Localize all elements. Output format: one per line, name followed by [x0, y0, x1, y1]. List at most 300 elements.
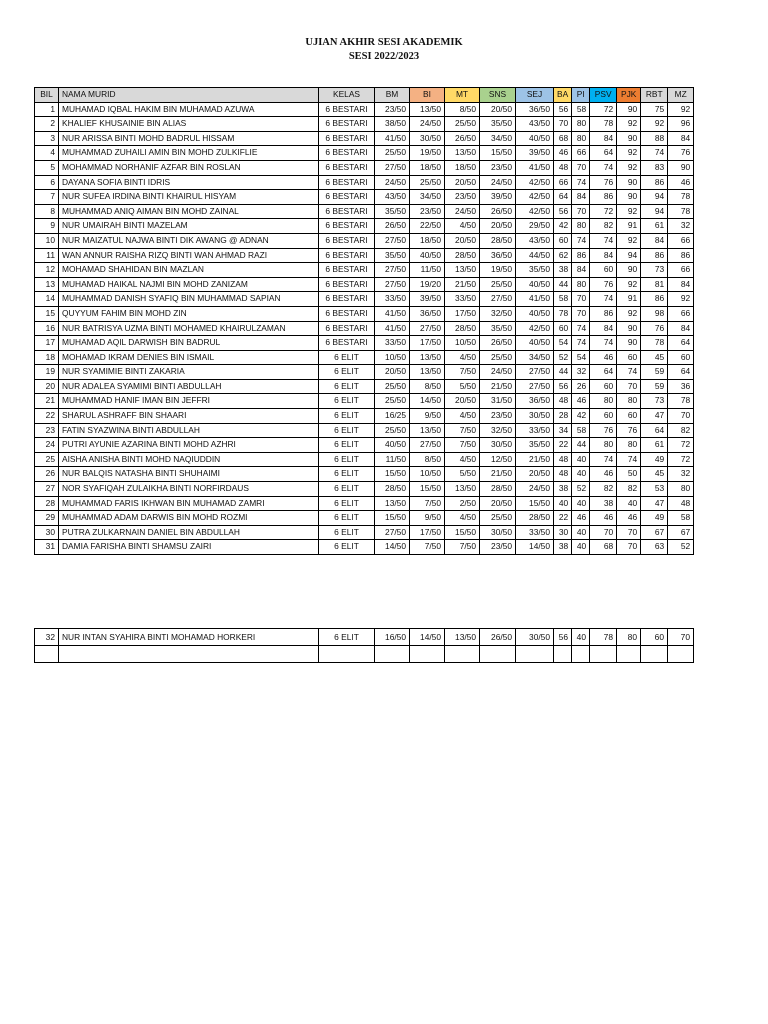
table-row	[35, 336, 694, 351]
cell-score-sej: 28/50	[516, 511, 554, 526]
cell-bil: 14	[35, 292, 59, 307]
cell-score-psv: 84	[590, 321, 617, 336]
cell-bil: 8	[35, 204, 59, 219]
cell-score-ba: 40	[554, 496, 572, 511]
cell-score-mz: 48	[668, 496, 694, 511]
cell-score-rbt: 49	[641, 511, 668, 526]
cell-score-bm: 15/50	[375, 511, 410, 526]
column-header-psv: PSV	[590, 88, 617, 103]
cell-score-pjk: 76	[617, 423, 641, 438]
cell-score-mz: 84	[668, 321, 694, 336]
cell-score-pjk: 46	[617, 511, 641, 526]
table-row	[35, 467, 694, 482]
cell-student-name: MUHAMMAD HANIF IMAN BIN JEFFRI	[59, 394, 319, 409]
cell-class: 6 BESTARI	[319, 292, 375, 307]
cell-score-pjk: 92	[617, 277, 641, 292]
cell-score-rbt: 67	[641, 525, 668, 540]
cell-score-bm: 41/50	[375, 131, 410, 146]
cell-score-sej: 42/50	[516, 190, 554, 205]
cell-score-ba: 44	[554, 365, 572, 380]
cell-score-mt: 8/50	[445, 102, 480, 117]
cell-bil: 9	[35, 219, 59, 234]
cell-score-rbt: 63	[641, 540, 668, 555]
cell-score-mz: 64	[668, 365, 694, 380]
cell-score-rbt: 61	[641, 438, 668, 453]
cell-score-ba: 38	[554, 263, 572, 278]
cell-score-psv: 76	[590, 423, 617, 438]
cell-student-name: MUHAMAD HAIKAL NAJMI BIN MOHD ZANIZAM	[59, 277, 319, 292]
cell-score-bm: 14/50	[375, 540, 410, 555]
cell-score-rbt: 76	[641, 321, 668, 336]
cell-score-pjk: 92	[617, 306, 641, 321]
cell-score-pi: 58	[572, 423, 590, 438]
column-header-bi: BI	[410, 88, 445, 103]
column-header-mt: MT	[445, 88, 480, 103]
cell-score-bi: 34/50	[410, 190, 445, 205]
cell-score-bi: 9/50	[410, 409, 445, 424]
cell-score-pjk: 92	[617, 117, 641, 132]
cell-score-mz: 32	[668, 467, 694, 482]
cell-bil: 32	[35, 629, 59, 646]
cell-score-psv: 86	[590, 190, 617, 205]
cell-score-pi: 84	[572, 263, 590, 278]
cell-student-name: NOR SYAFIQAH ZULAIKHA BINTI NORFIRDAUS	[59, 482, 319, 497]
cell-score-rbt: 86	[641, 175, 668, 190]
cell-score-pi: 26	[572, 379, 590, 394]
cell-score-bi: 15/50	[410, 482, 445, 497]
cell-score-mt: 26/50	[445, 131, 480, 146]
cell-score-sns	[480, 646, 516, 663]
cell-score-psv: 84	[590, 248, 617, 263]
cell-student-name: NUR BALQIS NATASHA BINTI SHUHAIMI	[59, 467, 319, 482]
cell-score-mz: 46	[668, 175, 694, 190]
cell-score-sej: 30/50	[516, 629, 554, 646]
cell-score-bi: 39/50	[410, 292, 445, 307]
cell-score-sns: 23/50	[480, 160, 516, 175]
cell-score-bi: 8/50	[410, 452, 445, 467]
cell-student-name: MOHAMMAD NORHANIF AZFAR BIN ROSLAN	[59, 160, 319, 175]
cell-score-sej: 36/50	[516, 394, 554, 409]
cell-score-ba	[554, 646, 572, 663]
cell-score-pjk: 60	[617, 350, 641, 365]
cell-score-pi: 80	[572, 131, 590, 146]
cell-score-pi: 40	[572, 467, 590, 482]
cell-score-rbt: 64	[641, 423, 668, 438]
cell-bil: 29	[35, 511, 59, 526]
cell-score-mz: 70	[668, 629, 694, 646]
table-row	[35, 409, 694, 424]
column-header-pi: PI	[572, 88, 590, 103]
cell-student-name: MUHAMMAD ADAM DARWIS BIN MOHD ROZMI	[59, 511, 319, 526]
cell-score-ba: 56	[554, 629, 572, 646]
cell-score-bm: 35/50	[375, 204, 410, 219]
cell-class: 6 BESTARI	[319, 190, 375, 205]
table-row	[35, 102, 694, 117]
cell-score-mt: 5/50	[445, 467, 480, 482]
cell-score-mz: 52	[668, 540, 694, 555]
cell-score-pjk: 80	[617, 629, 641, 646]
cell-class: 6 ELIT	[319, 496, 375, 511]
cell-class: 6 ELIT	[319, 438, 375, 453]
cell-class: 6 BESTARI	[319, 160, 375, 175]
cell-score-bi: 23/50	[410, 204, 445, 219]
cell-score-sns: 32/50	[480, 306, 516, 321]
cell-score-sns: 30/50	[480, 525, 516, 540]
cell-bil: 18	[35, 350, 59, 365]
cell-score-ba: 58	[554, 292, 572, 307]
cell-student-name: NUR MAIZATUL NAJWA BINTI DIK AWANG @ ADNAN	[59, 233, 319, 248]
cell-student-name: FATIN SYAZWINA BINTI ABDULLAH	[59, 423, 319, 438]
cell-score-ba: 48	[554, 394, 572, 409]
table-row	[35, 292, 694, 307]
cell-score-pjk: 92	[617, 233, 641, 248]
cell-student-name: NUR ARISSA BINTI MOHD BADRUL HISSAM	[59, 131, 319, 146]
cell-score-pi: 80	[572, 117, 590, 132]
cell-class: 6 BESTARI	[319, 175, 375, 190]
cell-bil: 13	[35, 277, 59, 292]
cell-score-rbt: 92	[641, 117, 668, 132]
cell-class: 6 ELIT	[319, 409, 375, 424]
cell-score-sej: 21/50	[516, 452, 554, 467]
table-row	[35, 646, 694, 663]
cell-bil: 26	[35, 467, 59, 482]
cell-score-bi	[410, 646, 445, 663]
cell-score-bi: 11/50	[410, 263, 445, 278]
cell-student-name: NUR SUFEA IRDINA BINTI KHAIRUL HISYAM	[59, 190, 319, 205]
cell-score-pi: 74	[572, 175, 590, 190]
cell-student-name: NUR SYAMIMIE BINTI ZAKARIA	[59, 365, 319, 380]
cell-score-pjk: 90	[617, 321, 641, 336]
cell-score-psv: 82	[590, 219, 617, 234]
table-row	[35, 175, 694, 190]
cell-score-mz: 86	[668, 248, 694, 263]
cell-score-mz: 66	[668, 306, 694, 321]
cell-score-mz: 92	[668, 102, 694, 117]
cell-student-name: MUHAMAD IQBAL HAKIM BIN MUHAMAD AZUWA	[59, 102, 319, 117]
cell-score-bi: 7/50	[410, 540, 445, 555]
cell-score-pjk: 80	[617, 438, 641, 453]
cell-bil: 10	[35, 233, 59, 248]
column-header-nama-murid: NAMA MURID	[59, 88, 319, 103]
cell-score-bi: 13/50	[410, 102, 445, 117]
cell-class: 6 BESTARI	[319, 131, 375, 146]
cell-score-mt: 4/50	[445, 452, 480, 467]
cell-score-psv: 74	[590, 292, 617, 307]
cell-score-pjk: 82	[617, 482, 641, 497]
table-row	[35, 525, 694, 540]
cell-score-mt: 28/50	[445, 248, 480, 263]
cell-score-psv: 74	[590, 336, 617, 351]
cell-student-name: PUTRI AYUNIE AZARINA BINTI MOHD AZHRI	[59, 438, 319, 453]
cell-score-bm: 15/50	[375, 467, 410, 482]
cell-score-mt: 2/50	[445, 496, 480, 511]
cell-score-rbt: 61	[641, 219, 668, 234]
cell-score-ba: 38	[554, 482, 572, 497]
cell-score-pi: 40	[572, 496, 590, 511]
cell-class: 6 BESTARI	[319, 102, 375, 117]
cell-score-psv: 60	[590, 379, 617, 394]
cell-class: 6 BESTARI	[319, 263, 375, 278]
cell-score-sej: 41/50	[516, 160, 554, 175]
cell-score-mz: 84	[668, 131, 694, 146]
cell-score-mz: 90	[668, 160, 694, 175]
cell-score-pjk: 70	[617, 540, 641, 555]
cell-bil: 4	[35, 146, 59, 161]
cell-score-psv: 68	[590, 540, 617, 555]
cell-bil: 28	[35, 496, 59, 511]
header-row	[35, 88, 694, 103]
cell-bil: 5	[35, 160, 59, 175]
cell-score-bi: 14/50	[410, 629, 445, 646]
cell-score-mt: 7/50	[445, 540, 480, 555]
cell-score-psv: 72	[590, 204, 617, 219]
cell-class: 6 ELIT	[319, 482, 375, 497]
cell-score-sej: 34/50	[516, 350, 554, 365]
cell-score-rbt: 75	[641, 102, 668, 117]
cell-score-ba: 56	[554, 379, 572, 394]
cell-score-ba: 44	[554, 277, 572, 292]
cell-score-mt: 20/50	[445, 233, 480, 248]
cell-score-pjk: 40	[617, 496, 641, 511]
cell-bil: 31	[35, 540, 59, 555]
cell-score-rbt: 45	[641, 467, 668, 482]
cell-score-sns: 31/50	[480, 394, 516, 409]
column-header-kelas: KELAS	[319, 88, 375, 103]
cell-score-mt: 10/50	[445, 336, 480, 351]
table-row	[35, 423, 694, 438]
cell-bil: 23	[35, 423, 59, 438]
cell-score-ba: 78	[554, 306, 572, 321]
cell-score-ba: 62	[554, 248, 572, 263]
cell-score-ba: 30	[554, 525, 572, 540]
cell-score-ba: 46	[554, 146, 572, 161]
cell-score-sns: 21/50	[480, 379, 516, 394]
cell-score-pi: 84	[572, 190, 590, 205]
cell-score-ba: 52	[554, 350, 572, 365]
cell-score-mt: 7/50	[445, 438, 480, 453]
cell-score-bi: 13/50	[410, 423, 445, 438]
cell-score-rbt: 86	[641, 248, 668, 263]
cell-score-pi: 80	[572, 277, 590, 292]
cell-score-bi: 13/50	[410, 365, 445, 380]
cell-score-bm	[375, 646, 410, 663]
cell-score-pjk: 90	[617, 263, 641, 278]
cell-class: 6 BESTARI	[319, 233, 375, 248]
cell-score-bm: 40/50	[375, 438, 410, 453]
cell-student-name: MUHAMMAD ZUHAILI AMIN BIN MOHD ZULKIFLIE	[59, 146, 319, 161]
cell-score-sej: 27/50	[516, 379, 554, 394]
cell-score-mz: 76	[668, 146, 694, 161]
cell-score-pi: 86	[572, 248, 590, 263]
cell-class	[319, 646, 375, 663]
cell-class: 6 ELIT	[319, 511, 375, 526]
cell-student-name: QUYYUM FAHIM BIN MOHD ZIN	[59, 306, 319, 321]
cell-score-ba: 60	[554, 321, 572, 336]
cell-score-sns: 26/50	[480, 204, 516, 219]
cell-student-name: SHARUL ASHRAFF BIN SHAARI	[59, 409, 319, 424]
cell-score-psv: 74	[590, 233, 617, 248]
cell-score-sej: 40/50	[516, 336, 554, 351]
cell-score-bi: 19/20	[410, 277, 445, 292]
cell-score-sns: 25/50	[480, 511, 516, 526]
cell-score-mt: 24/50	[445, 204, 480, 219]
cell-score-pjk: 74	[617, 452, 641, 467]
table-row	[35, 160, 694, 175]
cell-score-pi: 52	[572, 482, 590, 497]
cell-score-bi: 18/50	[410, 233, 445, 248]
cell-bil: 15	[35, 306, 59, 321]
cell-score-pi: 40	[572, 452, 590, 467]
cell-student-name	[59, 646, 319, 663]
cell-bil	[35, 646, 59, 663]
table-row	[35, 438, 694, 453]
cell-score-psv: 82	[590, 482, 617, 497]
cell-score-bm: 35/50	[375, 248, 410, 263]
cell-student-name: WAN ANNUR RAISHA RIZQ BINTI WAN AHMAD RAZI	[59, 248, 319, 263]
cell-student-name: KHALIEF KHUSAINIE BIN ALIAS	[59, 117, 319, 132]
cell-score-ba: 48	[554, 467, 572, 482]
cell-score-ba: 56	[554, 204, 572, 219]
cell-score-pi: 54	[572, 350, 590, 365]
cell-score-ba: 28	[554, 409, 572, 424]
cell-score-psv: 60	[590, 263, 617, 278]
cell-score-sns: 12/50	[480, 452, 516, 467]
cell-bil: 27	[35, 482, 59, 497]
cell-score-rbt: 74	[641, 146, 668, 161]
cell-class: 6 BESTARI	[319, 306, 375, 321]
cell-student-name: DAMIA FARISHA BINTI SHAMSU ZAIRI	[59, 540, 319, 555]
cell-score-psv: 38	[590, 496, 617, 511]
cell-bil: 2	[35, 117, 59, 132]
cell-student-name: NUR INTAN SYAHIRA BINTI MOHAMAD HORKERI	[59, 629, 319, 646]
cell-score-bi: 22/50	[410, 219, 445, 234]
cell-score-sns: 28/50	[480, 482, 516, 497]
cell-bil: 17	[35, 336, 59, 351]
cell-score-bm: 25/50	[375, 379, 410, 394]
cell-score-pi: 44	[572, 438, 590, 453]
cell-score-pi: 40	[572, 525, 590, 540]
cell-score-mt: 5/50	[445, 379, 480, 394]
cell-score-pi: 46	[572, 394, 590, 409]
cell-score-ba: 68	[554, 131, 572, 146]
cell-score-bm: 27/50	[375, 525, 410, 540]
cell-class: 6 BESTARI	[319, 248, 375, 263]
cell-score-bi: 24/50	[410, 117, 445, 132]
cell-score-bm: 26/50	[375, 219, 410, 234]
cell-score-bm: 10/50	[375, 350, 410, 365]
table-row	[35, 277, 694, 292]
cell-score-psv: 60	[590, 409, 617, 424]
table-row	[35, 204, 694, 219]
cell-bil: 19	[35, 365, 59, 380]
cell-score-sej: 42/50	[516, 321, 554, 336]
cell-score-bm: 16/50	[375, 629, 410, 646]
cell-score-mz: 78	[668, 204, 694, 219]
cell-score-pi: 66	[572, 146, 590, 161]
cell-score-rbt: 47	[641, 496, 668, 511]
table-row	[35, 379, 694, 394]
table-row	[35, 496, 694, 511]
column-header-sej: SEJ	[516, 88, 554, 103]
cell-score-sej: 33/50	[516, 423, 554, 438]
cell-score-mz: 80	[668, 482, 694, 497]
cell-score-mz	[668, 646, 694, 663]
cell-class: 6 ELIT	[319, 540, 375, 555]
cell-score-mt: 17/50	[445, 306, 480, 321]
cell-score-sej: 40/50	[516, 306, 554, 321]
cell-score-psv: 86	[590, 306, 617, 321]
cell-score-sns: 25/50	[480, 277, 516, 292]
cell-class: 6 ELIT	[319, 423, 375, 438]
cell-score-psv: 80	[590, 438, 617, 453]
cell-score-sns: 39/50	[480, 190, 516, 205]
cell-score-bi: 8/50	[410, 379, 445, 394]
cell-score-mt: 13/50	[445, 146, 480, 161]
cell-score-sej: 20/50	[516, 467, 554, 482]
cell-score-sej: 24/50	[516, 482, 554, 497]
cell-score-mz: 92	[668, 292, 694, 307]
table-row	[35, 629, 694, 646]
cell-score-rbt: 98	[641, 306, 668, 321]
cell-student-name: MUHAMAD AQIL DARWISH BIN BADRUL	[59, 336, 319, 351]
cell-score-pi: 40	[572, 540, 590, 555]
cell-score-bi: 27/50	[410, 438, 445, 453]
cell-score-bm: 23/50	[375, 102, 410, 117]
cell-score-rbt: 60	[641, 629, 668, 646]
cell-score-rbt: 83	[641, 160, 668, 175]
table-row	[35, 248, 694, 263]
cell-score-sej: 33/50	[516, 525, 554, 540]
cell-score-pjk: 92	[617, 160, 641, 175]
cell-score-mz: 32	[668, 219, 694, 234]
cell-score-mz: 82	[668, 423, 694, 438]
cell-score-bm: 27/50	[375, 263, 410, 278]
cell-bil: 21	[35, 394, 59, 409]
cell-class: 6 ELIT	[319, 525, 375, 540]
cell-score-sns: 20/50	[480, 219, 516, 234]
cell-score-sns: 19/50	[480, 263, 516, 278]
cell-score-sns: 26/50	[480, 336, 516, 351]
cell-score-pi: 40	[572, 629, 590, 646]
cell-score-ba: 54	[554, 336, 572, 351]
cell-score-sns: 34/50	[480, 131, 516, 146]
cell-score-ba: 48	[554, 160, 572, 175]
cell-score-mz: 67	[668, 525, 694, 540]
cell-score-bm: 24/50	[375, 175, 410, 190]
cell-score-pi: 70	[572, 306, 590, 321]
cell-score-ba: 66	[554, 175, 572, 190]
cell-score-pjk: 74	[617, 365, 641, 380]
cell-score-sns: 20/50	[480, 496, 516, 511]
cell-score-sns: 23/50	[480, 409, 516, 424]
cell-score-pi: 46	[572, 511, 590, 526]
cell-score-mz: 36	[668, 379, 694, 394]
cell-score-rbt: 94	[641, 204, 668, 219]
cell-score-pjk: 92	[617, 146, 641, 161]
table-row	[35, 452, 694, 467]
cell-student-name: NUR BATRISYA UZMA BINTI MOHAMED KHAIRULZAMAN	[59, 321, 319, 336]
cell-score-rbt: 86	[641, 292, 668, 307]
cell-score-mt: 4/50	[445, 409, 480, 424]
cell-score-mt: 4/50	[445, 350, 480, 365]
cell-score-sej: 27/50	[516, 365, 554, 380]
column-header-bil: BIL	[35, 88, 59, 103]
table-row	[35, 190, 694, 205]
cell-score-bi: 36/50	[410, 306, 445, 321]
cell-score-psv: 76	[590, 277, 617, 292]
cell-bil: 11	[35, 248, 59, 263]
cell-score-bi: 25/50	[410, 175, 445, 190]
